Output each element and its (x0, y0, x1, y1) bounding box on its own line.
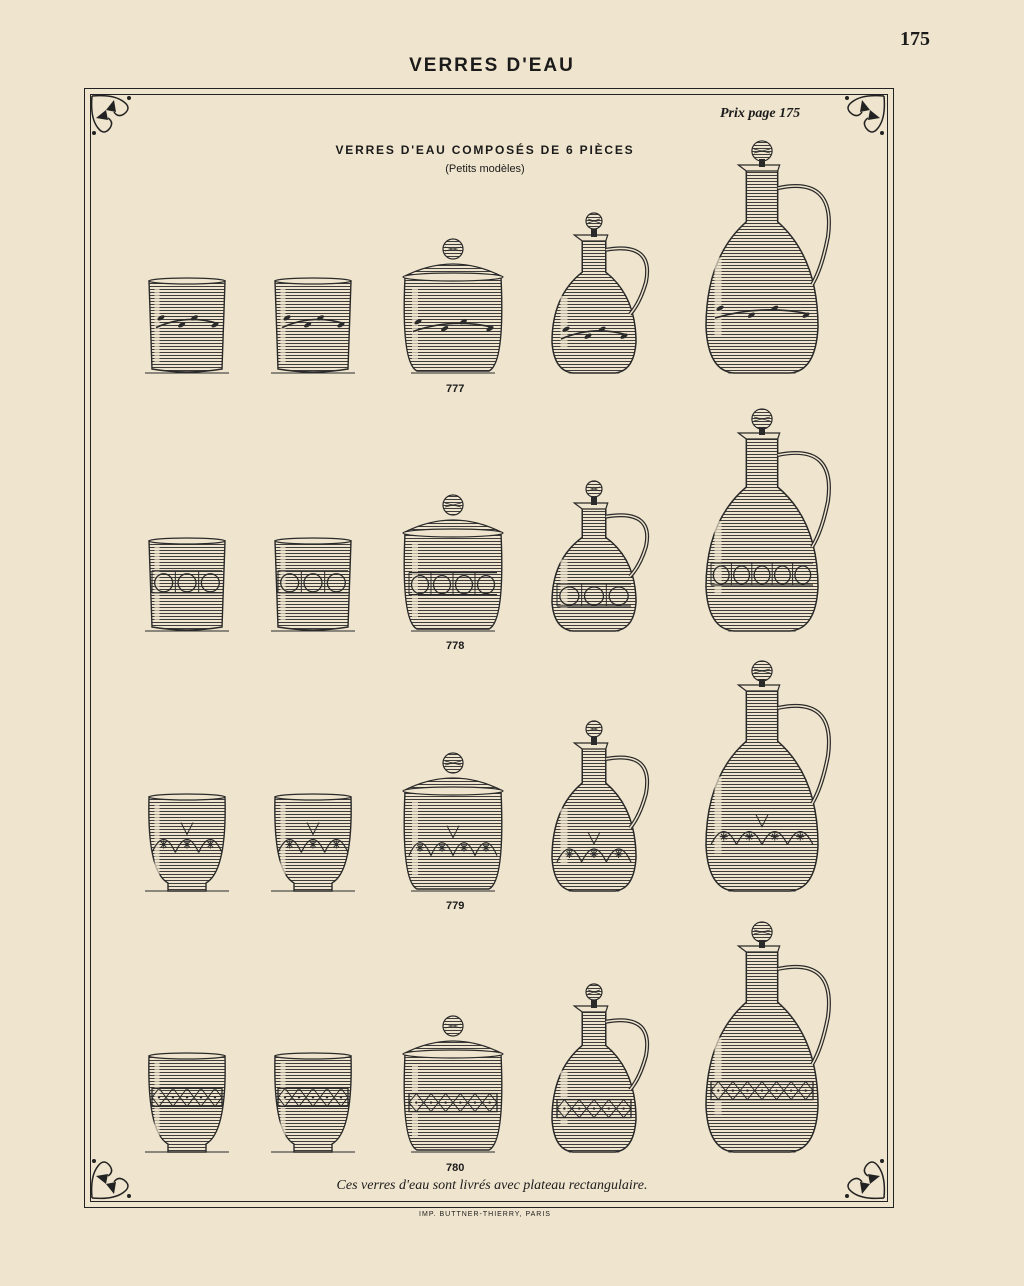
page-number: 175 (900, 28, 930, 50)
carafe (706, 141, 829, 373)
section-subtitle: VERRES D'EAU COMPOSÉS DE 6 PIÈCES (335, 143, 635, 157)
tumbler (145, 278, 229, 373)
section-subtitle-note: (Petits modèles) (445, 163, 525, 175)
model-number: 780 (446, 1162, 465, 1174)
carafe (552, 213, 647, 373)
printer-imprint: IMP. BUTTNER-THIERRY, PARIS (419, 1211, 551, 1218)
sugar-pot (403, 753, 503, 891)
carafe (706, 661, 829, 891)
carafe (706, 409, 829, 631)
carafe (552, 721, 647, 891)
carafe (552, 481, 647, 631)
tumbler (145, 794, 229, 891)
model-number: 777 (446, 383, 465, 395)
carafe (552, 984, 647, 1152)
tumbler (271, 278, 355, 373)
tumbler (271, 538, 355, 631)
model-number: 778 (446, 640, 465, 652)
tumbler (271, 1053, 355, 1152)
tumbler (145, 1053, 229, 1152)
sugar-pot (403, 239, 503, 373)
sugar-pot (403, 1016, 503, 1152)
footnote: Ces verres d'eau sont livrés avec plateau rectangulaire. (336, 1178, 648, 1193)
carafe (706, 922, 829, 1152)
tumbler (271, 794, 355, 891)
tumbler (145, 538, 229, 631)
page-title: VERRES D'EAU (409, 55, 575, 76)
sugar-pot (403, 495, 503, 631)
price-reference: Prix page 175 (720, 106, 801, 121)
model-number: 779 (446, 900, 465, 912)
